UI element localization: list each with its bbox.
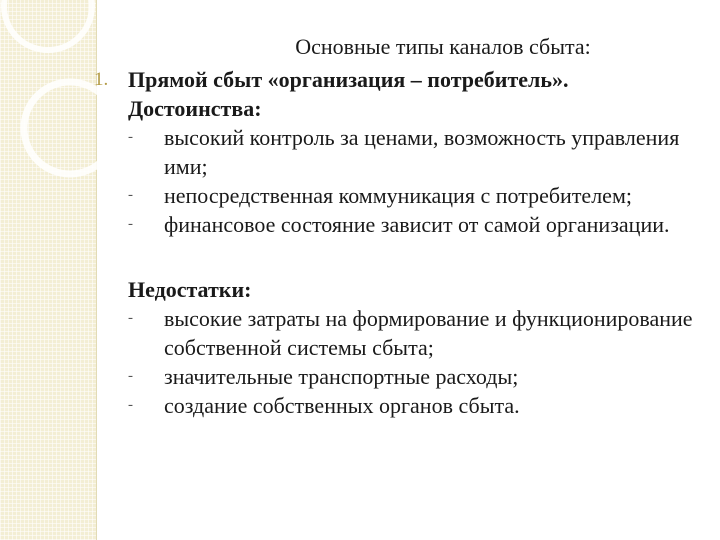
bullet-dash: - — [128, 216, 133, 232]
advantages-list — [128, 123, 698, 239]
slide-content — [94, 32, 698, 420]
bullet-dash: - — [128, 129, 133, 145]
disadvantages-heading: Недостатки: — [128, 277, 252, 302]
list-item-text: высокие затраты на формирование и функционирование собственной системы сбыта; — [164, 306, 693, 360]
spacer — [128, 239, 698, 275]
bullet-dash: - — [128, 310, 133, 326]
list-item — [128, 181, 698, 210]
list-item — [128, 123, 698, 181]
list-item-text: создание собственных органов сбыта. — [164, 393, 520, 418]
list-item — [128, 210, 698, 239]
disadvantages-list — [128, 304, 698, 420]
numbered-item — [94, 65, 698, 94]
advantages-heading: Достоинства: — [128, 96, 262, 121]
slide-title: Основные типы каналов сбыта: — [295, 34, 591, 59]
item-number: 1. — [94, 69, 109, 90]
list-item — [128, 391, 698, 420]
list-item-text: финансовое состояние зависит от самой организации. — [164, 212, 670, 237]
list-item — [128, 362, 698, 391]
decorative-circles — [0, 0, 97, 540]
list-item-text: непосредственная коммуникация с потребителем; — [164, 183, 632, 208]
bullet-dash: - — [128, 397, 133, 413]
list-item-text: высокий контроль за ценами, возможность управления ими; — [164, 125, 680, 179]
list-item — [128, 304, 698, 362]
list-item-text: значительные транспортные расходы; — [164, 364, 519, 389]
bullet-dash: - — [128, 187, 133, 203]
item-text: Прямой сбыт «организация – потребитель». — [128, 67, 569, 92]
bullet-dash: - — [128, 368, 133, 384]
